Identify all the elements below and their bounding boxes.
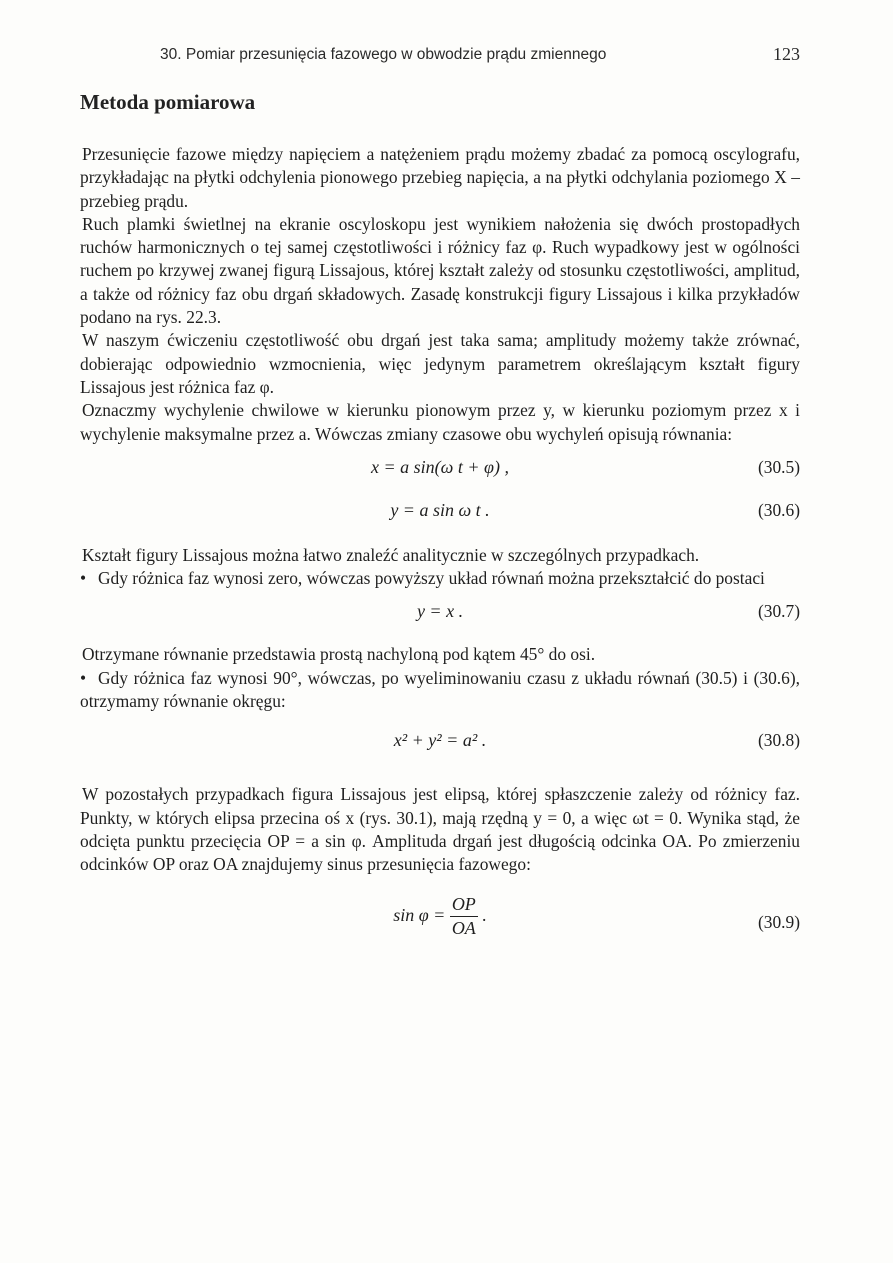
bullet-item <box>80 567 800 590</box>
equation-number: (30.6) <box>757 499 800 520</box>
paragraph: Oznaczmy wychylenie chwilowe w kierunku pionowym przez y, w kierunku poziomym przez x i wychylenie maksymalne przez a. Wówczas zmiany czasowe obu wychyleń opisują równania: <box>80 400 800 444</box>
page-number: 123 <box>773 44 800 64</box>
equation-number: (30.5) <box>757 456 800 477</box>
running-header <box>160 46 800 70</box>
equation-30-6 <box>80 489 800 532</box>
equation-text: x = a sin(ω t + φ) , <box>371 456 509 477</box>
paragraph: Ruch plamki świetlnej na ekranie oscyloskopu jest wynikiem nałożenia się dwóch prostopadłych ruchów harmonicznych o tej samej częstotliwości i różnicy faz φ. Ruch wypadkowy jest w ogólności ruchem po krzywej zwanej figurą Lissajous, której kształt zależy od stosunku częstotliwości, amplitud, a także od różnicy faz obu drgań składowych. Zasadę konstrukcji figury Lissajous i kilka przykładów podano na rys. 22.3. <box>80 213 800 328</box>
equation-number: (30.8) <box>757 730 800 751</box>
paragraph: Kształt figury Lissajous można łatwo znaleźć analitycznie w szczególnych przypadkach. <box>82 544 700 565</box>
equation-30-8 <box>80 713 800 765</box>
bullet-text: Gdy różnica faz wynosi zero, wówczas powyższy układ równań można przekształcić do postaci <box>98 568 765 589</box>
fraction <box>450 893 478 941</box>
fraction-numerator: OP <box>450 893 478 917</box>
bullet-mark: • <box>80 568 87 589</box>
paragraph: W pozostałych przypadkach figura Lissajous jest elipsą, której spłaszczenie zależy od różnicy faz. Punkty, w których elipsa przecina oś x (rys. 30.1), mają rzędną y = 0, a więc ωt = 0. Wynika stąd, że odcięta punktu przecięcia OP = a sin φ. Amplituda drgań jest długością odcinka OA. Po zmierzeniu odcinków OP oraz OA znajdujemy sinus przesunięcia fazowego: <box>80 784 800 875</box>
equation-30-5 <box>80 446 800 489</box>
equation-30-7 <box>80 590 800 633</box>
equation-text <box>80 893 800 941</box>
bullet-item <box>80 667 800 714</box>
bullet-text: Gdy różnica faz wynosi 90°, wówczas, po wyeliminowaniu czasu z układu równań (30.5) i (30.6), otrzymamy równanie okręgu: <box>80 667 800 712</box>
equation-tail: . <box>482 904 487 925</box>
equation-number: (30.7) <box>757 601 800 622</box>
equation-text: x² + y² = a² . <box>393 730 487 751</box>
equation-text: y = a sin ω t . <box>390 499 490 520</box>
section-title: Metoda pomiarowa <box>80 90 256 114</box>
paragraph: Otrzymane równanie przedstawia prostą nachyloną pod kątem 45° do osi. <box>82 644 596 665</box>
equation-text: y = x . <box>416 601 464 622</box>
bullet-mark: • <box>80 667 87 688</box>
paragraph: W naszym ćwiczeniu częstotliwość obu drgań jest taka sama; amplitudy możemy także zrównać, dobierając odpowiednio wzmocnienia, więc jedynym parametrem określającym kształt figury Lissajous jest różnica faz φ. <box>80 330 800 397</box>
equation-lhs: sin φ = <box>393 904 446 925</box>
equation-number: (30.9) <box>757 911 800 932</box>
chapter-title: 30. Pomiar przesunięcia fazowego w obwodzie prądu zmiennego <box>160 46 607 63</box>
paragraph: Przesunięcie fazowe między napięciem a natężeniem prądu możemy zbadać za pomocą oscylografu, przykładając na płytki odchylenia pionowego przebieg napięcia, a na płytki odchylania poziomego X – przebieg prądu. <box>80 144 800 211</box>
fraction-denominator: OA <box>451 917 476 938</box>
body-text <box>80 143 800 965</box>
equation-30-9 <box>80 885 800 965</box>
